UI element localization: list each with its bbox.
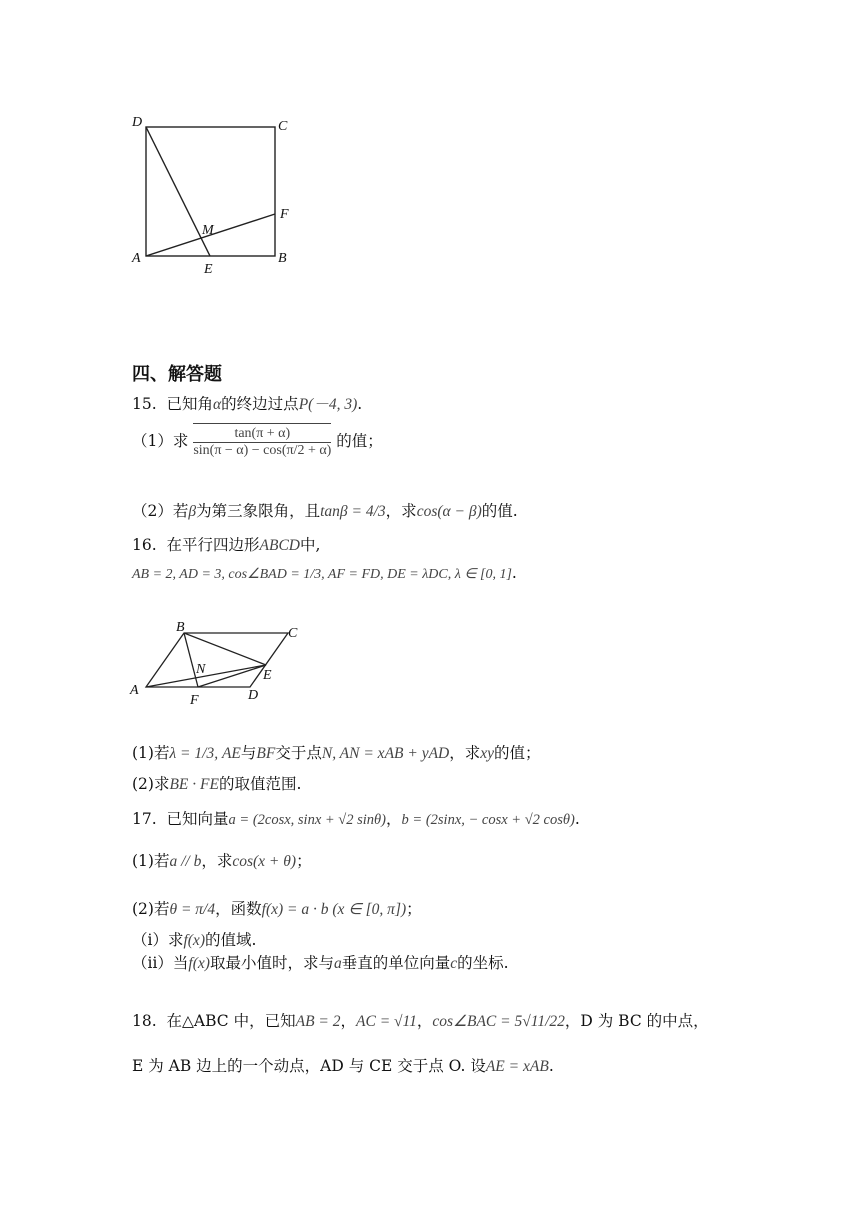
label-C: C: [288, 626, 298, 641]
q15-part2: （2）若β为第三象限角，且tanβ = 4/3，求cos(α − β)的值.: [132, 502, 518, 520]
q15-part1: （1）求 $\frac{\tan(\pi + \alpha)}{\sin(\pi - \alpha) - \cos(\pi/2 + \alpha)}$ 的值；: [132, 423, 383, 459]
q18-line1: 18. 在△ABC 中，已知AB = 2，AC = √11，cos∠BAC = 5√11/22，D 为 BC 的中点，: [132, 1012, 709, 1030]
label-E: E: [204, 262, 213, 277]
q17-part2: (2)若θ = π/4，函数f(x) = a · b (x ∈ [0, π])；: [132, 900, 422, 918]
label-D: D: [132, 115, 143, 130]
q17-stem: 17. 已知向量a = (2cosx, sinx + √2 sinθ)，b = (2sinx, − cosx + √2 cosθ).: [132, 810, 580, 828]
q18-line2: E 为 AB 边上的一个动点，AD 与 CE 交于点 O. 设AE = xAB.: [132, 1057, 554, 1075]
label-F: F: [280, 207, 289, 222]
segment-AE: [146, 665, 266, 687]
label-F: F: [190, 693, 199, 708]
q15-stem: 15. 已知角α的终边过点P(－4, 3).: [132, 395, 363, 413]
label-M: M: [202, 223, 214, 238]
section-title: 四、解答题: [132, 364, 222, 385]
label-N: N: [196, 662, 206, 677]
q15-fraction: $\frac{\tan(\pi + \alpha)}{\sin(\pi - \alpha) - \cos(\pi/2 + \alpha)}$: [193, 423, 331, 459]
segment-BE: [184, 633, 266, 665]
q16-part2: (2)求BE · FE的取值范围.: [132, 775, 302, 793]
label-A: A: [132, 251, 141, 266]
segment-DE: [146, 127, 210, 256]
q16-stem: 16. 在平行四边形ABCD中,: [132, 536, 321, 554]
parallelogram-figure: [128, 615, 318, 710]
label-B: B: [278, 251, 287, 266]
q16-part1: (1)若λ = 1/3, AE与BF交于点N, AN = xAB + yAD，求xy的值；: [132, 744, 541, 762]
q17-part1: (1)若a // b，求cos(x + θ)；: [132, 852, 312, 870]
q16-conditions: AB = 2, AD = 3, cos∠BAD = 1/3, AF = FD, DE = λDC, λ ∈ [0, 1].: [132, 564, 517, 582]
square-figure: [128, 110, 308, 280]
q17-sub-i: （ⅰ）求f(x)的值域.: [132, 931, 257, 949]
label-E: E: [263, 668, 272, 683]
label-C: C: [278, 119, 288, 134]
label-D: D: [248, 688, 259, 703]
q17-sub-ii: （ⅱ）当f(x)取最小值时，求与a垂直的单位向量c的坐标.: [132, 954, 509, 972]
label-A: A: [130, 683, 139, 698]
label-B: B: [176, 620, 185, 635]
